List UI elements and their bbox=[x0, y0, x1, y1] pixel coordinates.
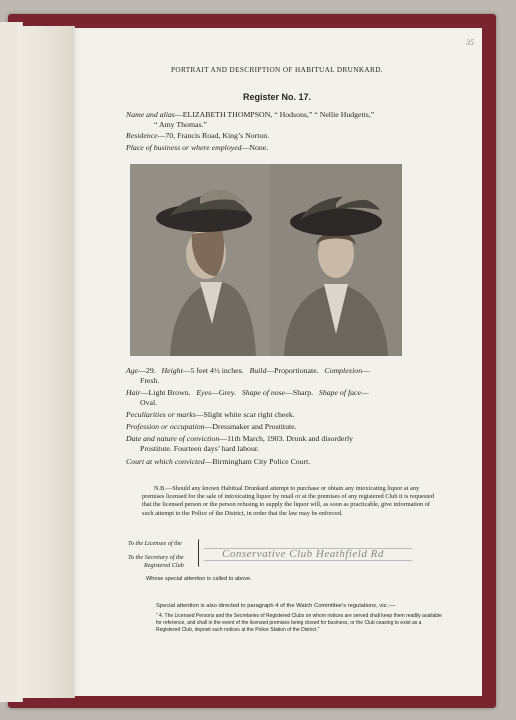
conviction-line: Date and nature of conviction—11th March, 1903. Drunk and disorderly Prostitute. Fourteen days’ hard labour. bbox=[126, 434, 354, 453]
register-number: Register No. 17. bbox=[242, 92, 312, 102]
page-header: PORTRAIT AND DESCRIPTION OF HABITUAL DRUNKARD. bbox=[170, 66, 384, 74]
description-line-1: Age—29. Height—5 feet 4½ inches. Build—Proportionate. Complexion— Fresh. bbox=[126, 366, 370, 385]
address-line-2 bbox=[204, 560, 412, 561]
register-page bbox=[72, 28, 482, 696]
profession-line: Profession or occupation—Dressmaker and Prostitute. bbox=[126, 422, 297, 431]
description-line-2: Hair—Light Brown. Eyes—Grey. Shape of nose—Sharp. Shape of face— Oval. bbox=[126, 388, 369, 407]
profile-photograph bbox=[130, 164, 270, 356]
attention-note: Whose special attention is called to above. bbox=[146, 576, 252, 582]
court-line: Court at which convicted—Birmingham City Police Court. bbox=[126, 457, 311, 466]
place-line: Place of business or where employed—None. bbox=[126, 143, 269, 152]
residence-line: Residence—70, Francis Road, King’s Norton. bbox=[126, 131, 270, 140]
nb-notice: N.B.—Should any known Habitual Drunkard attempt to purchase or obtain any intoxicating liquor at any premises licensed for the sale of intoxicating liquor by retail or at the premises of any registered Club it is requested that the licensed person or the person refusing to supply the liquor will, as soon as practicable, give information of such attempt to the Police of the District, in order that the law may be enforced. bbox=[142, 485, 435, 517]
to-secretary-label: To the Secretary of the bbox=[128, 554, 184, 561]
brace bbox=[198, 539, 203, 567]
registered-club-label: Registered Club bbox=[144, 562, 184, 569]
peculiarities-line: Peculiarities or marks—Slight white scar right cheek. bbox=[126, 410, 295, 419]
regulation-paragraph: “ 4. The Licensed Persons and the Secretaries of Registered Clubs on whom notices are served shall keep them readily available for reference, and shall in the event of the licensed premises being closed for business, or the Club ceasing to exist as a Registered Club, deposit such notices at the Police Station of the District.” bbox=[156, 613, 442, 633]
book-gutter bbox=[18, 26, 75, 698]
to-licensee-label: To the Licensee of the bbox=[128, 540, 182, 547]
name-line: Name and alias—ELIZABETH THOMPSON, “ Hodsons,” “ Nellie Hudgetts,” “ Amy Thomas.” bbox=[126, 110, 375, 129]
special-attention-note: Special attention is also directed to paragraph 4 of the Watch Committee’s regulations, viz.:— bbox=[156, 603, 396, 609]
frontal-portrait bbox=[270, 164, 402, 356]
handwritten-club-name: Conservative Club Heathfield Rd bbox=[222, 548, 384, 560]
frontal-photograph bbox=[270, 164, 402, 356]
profile-portrait bbox=[130, 164, 270, 356]
page-number: 35 bbox=[466, 38, 474, 47]
